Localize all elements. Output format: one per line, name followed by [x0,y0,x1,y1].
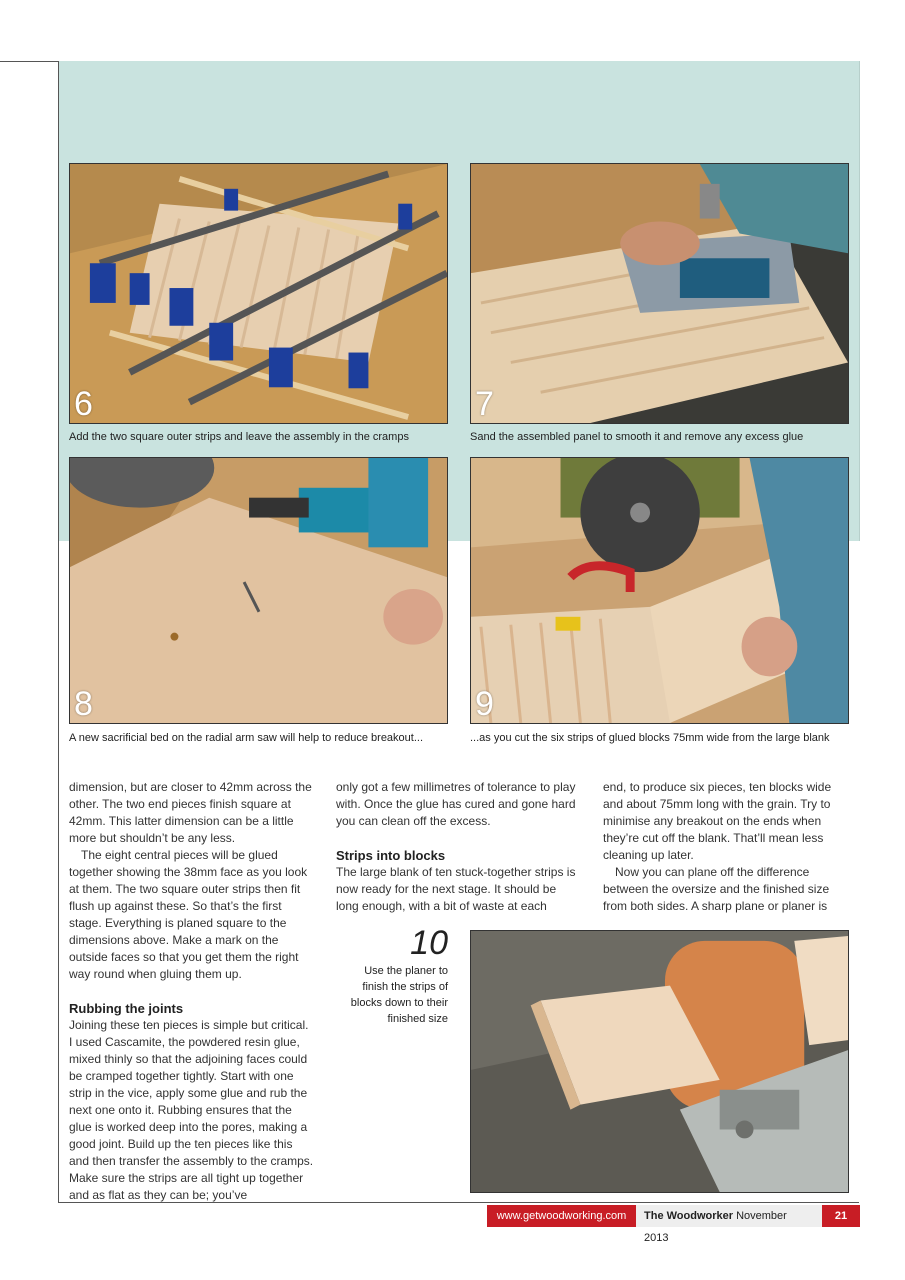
rule [859,61,860,541]
photo-number: 9 [475,685,494,723]
photo-number: 6 [74,385,93,423]
photo-caption: ...as you cut the six strips of glued blocks 75mm wide from the large blank [470,732,830,744]
paragraph: The large blank of ten stuck-together strips is now ready for the next stage. It should be long enough, with a bit of waste at each [336,865,576,913]
photo-caption: A new sacrificial bed on the radial arm saw will help to reduce breakout... [69,732,424,744]
paragraph: only got a few millimetres of tolerance to play with. Once the glue has cured and gone hard you can clean off the excess. [336,780,576,828]
page-number: 21 [822,1205,860,1227]
photo-caption: Use the planer to finish the strips of blocks down to their finished size [350,965,448,1025]
photo-number: 7 [475,385,494,423]
magazine-title: The Woodworker [644,1210,734,1222]
photo-number: 10 [410,924,448,962]
photo-8-image [70,458,447,723]
photo-6-image [70,164,447,423]
photo-caption: Add the two square outer strips and leave the assembly in the cramps [69,431,409,443]
article-column-3 [603,779,848,915]
photo-7 [470,163,849,424]
article-column-2 [336,779,581,915]
photo-10 [470,930,849,1193]
paragraph: end, to produce six pieces, ten blocks wide and about 75mm long with the grain. Try to minimise any breakout on the ends when they’re cut off the blank. That’ll mean less cleaning up later. [603,780,832,862]
section-heading: Strips into blocks [336,848,446,863]
photo-8 [69,457,448,724]
magazine-issue [636,1205,822,1244]
photo-9-image [471,458,848,723]
photo-number: 8 [74,685,93,723]
photo-7-image [471,164,848,423]
paragraph: dimension, but are closer to 42mm across the other. The two end pieces finish square at 42mm. This latter dimension can be a little more but shouldn’t be any less. [69,780,312,845]
page-footer [487,1205,860,1244]
paragraph: Now you can plane off the difference between the oversize and the finished size from both sides. A sharp plane or planer is [603,865,830,913]
website-link[interactable]: www.getwoodworking.com [487,1205,636,1227]
rule [58,61,59,1203]
photo-caption: Sand the assembled panel to smooth it and remove any excess glue [470,431,804,443]
paragraph: Joining these ten pieces is simple but critical. I used Cascamite, the powdered resin glue, mixed thinly so that the adjoining faces could be cramped together tightly. Start with one strip in the vice, apply some glue and rub the next one onto it. Rubbing ensures that the glue is worked deep into the pores, making a good joint. Build up the ten pieces like this and then transfer the assembly to the cramps. Make sure the strips are all tight up together and as flat as they can be; you’ve [69,1018,314,1202]
photo-10-image [471,931,848,1192]
section-heading: Rubbing the joints [69,1001,184,1016]
article-column-1 [69,779,314,1204]
photo-9 [470,457,849,724]
paragraph: The eight central pieces will be glued together showing the 38mm face as you look at them. The two square outer strips then fit flush up against these. So that’s the first stage. Everything is planed square to the dimensions above. Make a mark on the outside faces so that you get them the right way round when gluing them up. [69,848,308,981]
issue-date: November 2013 [644,1210,787,1244]
rule [0,61,58,62]
photo-6 [69,163,448,424]
